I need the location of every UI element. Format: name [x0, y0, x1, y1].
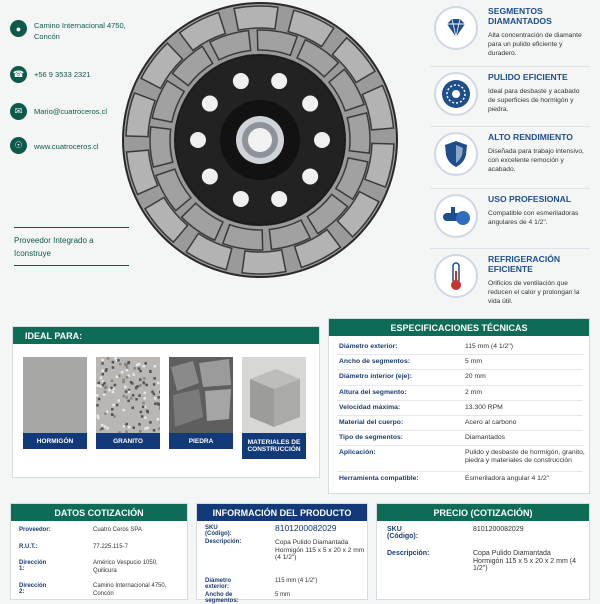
spec-label: Diámetro interior (eje): — [339, 373, 412, 380]
spec-label: Herramienta compatible: — [339, 475, 419, 482]
info-value: 8101200082029 — [275, 525, 365, 533]
ideal-label: PIEDRA — [169, 433, 233, 449]
stone-image — [169, 357, 233, 433]
shield-icon — [434, 132, 478, 176]
ideal-title: IDEAL PARA: — [13, 327, 319, 344]
info-label: Diámetro exterior: — [205, 578, 231, 590]
info-label: R.U.T.: — [19, 544, 38, 550]
spec-value: 2 mm — [465, 389, 585, 397]
ideal-label: MATERIALES DE CONSTRUCCIÓN — [242, 433, 306, 459]
spec-value: 20 mm — [465, 373, 585, 381]
spec-label: Velocidad máxima: — [339, 404, 400, 411]
info-label: Proveedor: — [19, 527, 51, 533]
info-label: Ancho de segmentos: — [205, 592, 239, 604]
provider-text: Proveedor Integrado a Iconstruye — [14, 234, 132, 260]
spec-value: Pulido y desbaste de hormigón, granito, piedra y materiales de construcción — [465, 449, 585, 465]
info-value: Camino Internacional 4750, Concón — [93, 583, 183, 598]
mail-icon: ✉ — [10, 103, 27, 120]
web-link[interactable]: www.cuatroceros.cl — [34, 141, 134, 152]
feature-title: REFRIGERACIÓN EFICIENTE — [488, 254, 588, 274]
info-label: SKU (Código): — [205, 525, 232, 537]
concrete-image — [23, 357, 87, 433]
spec-label: Material del cuerpo: — [339, 419, 403, 426]
grinder-icon — [434, 194, 478, 238]
feature-desc: Alta concentración de diamante para un pulido eficiente y duradero. — [488, 31, 588, 58]
spec-value: 115 mm (4 1/2") — [465, 343, 585, 351]
product-title: INFORMACIÓN DEL PRODUCTO — [197, 504, 367, 521]
spec-value: 5 mm — [465, 358, 585, 366]
info-label: Descripción: — [387, 550, 429, 557]
ideal-label: GRANITO — [96, 433, 160, 449]
spec-value: 13.300 RPM — [465, 404, 585, 412]
info-value: 77.225.115-7 — [93, 544, 183, 552]
spec-label: Altura del segmento: — [339, 389, 407, 396]
info-value: 5 mm — [275, 592, 365, 600]
price-panel — [376, 503, 590, 600]
divider — [430, 126, 590, 127]
row-divider — [337, 445, 583, 446]
specs-title: ESPECIFICACIONES TÉCNICAS — [329, 319, 589, 336]
divider — [430, 248, 590, 249]
info-label: SKU (Código): — [387, 526, 418, 540]
feature-desc: Compatible con esmeriladoras angulares de 4 1/2". — [488, 209, 588, 227]
info-value: 115 mm (4 1/2") — [275, 578, 365, 586]
row-divider — [337, 369, 583, 370]
email-link[interactable]: Mario@cuatroceros.cl — [34, 106, 134, 117]
divider — [430, 188, 590, 189]
tile-granito — [96, 357, 160, 447]
price-title: PRECIO (COTIZACIÓN) — [377, 504, 589, 521]
info-label: Dirección 2: — [19, 583, 46, 595]
diamond-icon — [434, 6, 478, 50]
quote-title: DATOS COTIZACIÓN — [11, 504, 187, 521]
row-divider — [337, 400, 583, 401]
address-text: Camino Internacional 4750, Concón — [34, 20, 134, 42]
block-image — [242, 357, 306, 433]
specs-panel — [328, 318, 590, 494]
feature-desc: Orificios de ventilación que reducen el calor y prolongan la vida útil. — [488, 279, 588, 306]
globe-icon: ☉ — [10, 137, 27, 154]
info-value: 8101200082029 — [473, 526, 583, 534]
row-divider — [337, 354, 583, 355]
phone-text[interactable]: +56 9 3533 2321 — [34, 69, 134, 80]
feature-title: USO PROFESIONAL — [488, 194, 588, 204]
feature-desc: Ideal para desbaste y acabado de superficies de hormigón y piedra. — [488, 87, 588, 114]
divider — [14, 227, 129, 228]
location-icon: ● — [10, 20, 27, 37]
info-value: Copa Pulido Diamantada Hormigón 115 x 5 x 20 x 2 mm (4 1/2") — [473, 550, 583, 573]
info-label: Descripción: — [205, 539, 241, 545]
spec-label: Aplicación: — [339, 449, 376, 456]
info-value: Cuatro Ceros SPA — [93, 527, 183, 535]
diamond-cup-wheel-image — [120, 0, 400, 280]
granite-image — [96, 357, 160, 433]
info-value: Américo Vespucio 1050, Quilicura — [93, 560, 183, 575]
row-divider — [337, 430, 583, 431]
info-value: Copa Pulido Diamantada Hormigón 115 x 5 x 20 x 2 mm (4 1/2") — [275, 539, 365, 562]
tile-piedra — [169, 357, 233, 447]
feature-title: ALTO RENDIMIENTO — [488, 132, 588, 142]
spec-value: Acero al carbono — [465, 419, 585, 427]
ideal-label: HORMIGÓN — [23, 433, 87, 449]
tile-hormigon — [23, 357, 87, 447]
spec-label: Ancho de segmentos: — [339, 358, 410, 365]
spec-label: Tipo de segmentos: — [339, 434, 403, 441]
spec-value: Diamantados — [465, 434, 585, 442]
phone-icon: ☎ — [10, 66, 27, 83]
feature-title: SEGMENTOS DIAMANTADOS — [488, 6, 588, 26]
spec-value: Esmeriladora angular 4 1/2" — [465, 475, 585, 483]
feature-desc: Diseñada para trabajo intensivo, con excelente remoción y acabado. — [488, 147, 588, 174]
thermometer-icon — [434, 254, 478, 298]
spec-label: Diámetro exterior: — [339, 343, 398, 350]
row-divider — [337, 471, 583, 472]
info-label: Dirección 1: — [19, 560, 46, 572]
quote-panel — [10, 503, 188, 600]
tile-materiales — [242, 357, 306, 447]
divider — [430, 66, 590, 67]
row-divider — [337, 385, 583, 386]
ideal-panel — [12, 326, 320, 478]
row-divider — [337, 415, 583, 416]
disc-icon — [434, 72, 478, 116]
product-panel — [196, 503, 368, 600]
divider — [14, 265, 129, 266]
feature-title: PULIDO EFICIENTE — [488, 72, 588, 82]
